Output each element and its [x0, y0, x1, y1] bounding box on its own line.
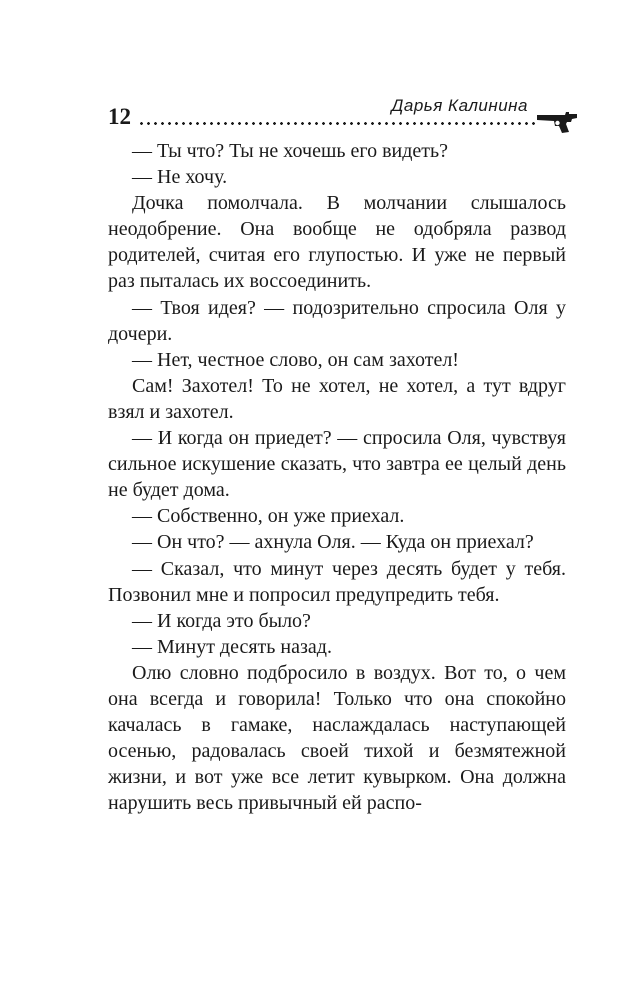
paragraph: — Сказал, что минут через десять будет у тебя. Позвонил мне и попросил предупредить тебя.	[108, 557, 566, 606]
page-number: 12	[108, 104, 131, 129]
paragraph: — И когда он приедет? — спросила Оля, чувствуя сильное искушение сказать, что завтра ее целый день не будет дома.	[108, 427, 566, 502]
paragraph: — Не хочу.	[132, 166, 228, 189]
paragraph: — Собственно, он уже приехал.	[132, 505, 405, 528]
paragraph: — Ты что? Ты не хочешь его видеть?	[132, 140, 449, 162]
paragraph: — Минут десять назад.	[132, 635, 332, 658]
running-header	[108, 96, 578, 136]
paragraph: Сам! Захотел! То не хотел, не хотел, а тут вдруг взял и захотел.	[108, 374, 566, 423]
page-body	[108, 138, 566, 816]
author-name: Дарья Калинина	[391, 96, 528, 115]
paragraph: Олю словно подбросило в воздух. Вот то, о чем она всегда и говорила! Только что она спокойно качалась в гамаке, наслаждалась наступающей осенью, радовалась своей тихой и безмятежной жизни, и вот уже все летит кувырком. Она должна нарушить весь привычный ей распо-	[108, 661, 566, 815]
revolver-icon	[536, 108, 578, 134]
paragraph: Дочка помолчала. В молчании слышалось неодобрение. Она вообще не одобряла развод родителей, считая его глупостью. И уже не первый раз пыталась их воссоединить.	[108, 192, 566, 293]
paragraph: — Он что? — ахнула Оля. — Куда он приехал?	[132, 531, 534, 554]
dotted-leader	[138, 122, 538, 125]
paragraph: — И когда это было?	[132, 609, 311, 632]
paragraph: — Твоя идея? — подозрительно спросила Оля у дочери.	[108, 296, 566, 345]
paragraph: — Нет, честное слово, он сам захотел!	[132, 348, 459, 371]
